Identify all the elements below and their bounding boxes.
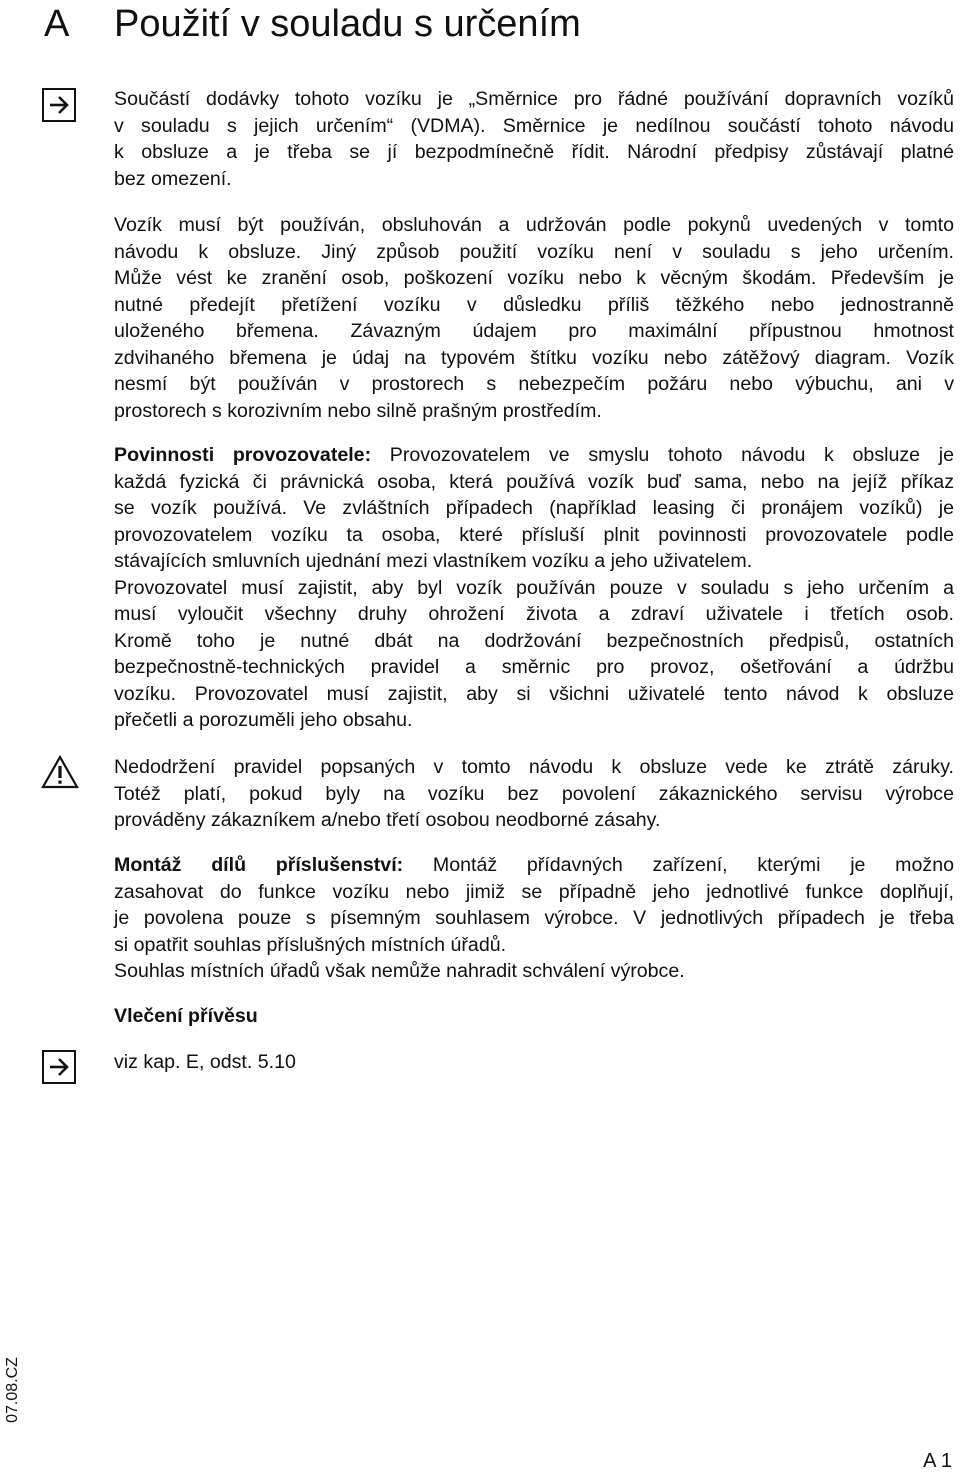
usage-line: nutné předejít přetížení vozíku v důsledku příliš těžkého nebo jednostranně <box>114 293 954 316</box>
usage-line: Vozík musí být používán, obsluhován a udržován podle pokynů uvedených v tomto <box>114 214 954 236</box>
operator-line: musí vyloučit všechny druhy ohrožení života a zdraví uživatele i třetích osob. <box>114 603 954 625</box>
accessories-paragraph <box>114 852 954 985</box>
operator-heading: Povinnosti provozovatele: <box>114 444 372 466</box>
operator-line: Kromě toho je nutné dbát na dodržování bezpečnostních předpisů, ostatních <box>114 629 954 652</box>
accessories-line: zasahovat do funkce vozíku nebo jimiž se případně jeho jednotlivé funkce doplňují, <box>114 880 954 903</box>
chapter-title: Použití v souladu s určením <box>114 3 581 45</box>
towing-reference: viz kap. E, odst. 5.10 <box>114 1051 296 1073</box>
operator-paragraph <box>114 442 954 734</box>
accessories-first-line-text: Montáž přídavných zařízení, kterými je možno <box>403 854 954 876</box>
usage-line: uloženého břemena. Závazným údajem pro maximální přípustnou hmotnost <box>114 320 954 342</box>
usage-line: Může vést ke zranění osob, poškození vozíku nebo k věcným škodám. Především je <box>114 267 954 289</box>
operator-line: přečetli a porozuměli jeho obsahu. <box>114 709 413 731</box>
chapter-letter: A <box>44 3 70 45</box>
usage-line: nesmí být používán v prostorech s nebezpečím požáru nebo výbuchu, ani v <box>114 373 954 395</box>
accessories-first-line <box>114 852 954 879</box>
warranty-line: Totéž platí, pokud byly na vozíku bez povolení zákaznického servisu výrobce <box>114 782 954 805</box>
intro-paragraph <box>114 86 954 192</box>
accessories-line: si opatřit souhlas příslušných místních úřadů. <box>114 933 507 956</box>
usage-line: návodu k obsluze. Jiný způsob použití vozíku není v souladu s jeho určením. <box>114 240 954 263</box>
operator-line: se vozík používá. Ve zvláštních případech (například leasing či pronájem vozíků) je <box>114 497 954 519</box>
page-number: A 1 <box>923 1450 952 1472</box>
operator-first-line-text: Provozovatelem ve smyslu tohoto návodu k obsluze je <box>371 444 954 466</box>
doc-code <box>0 1350 26 1430</box>
intro-line: Součástí dodávky tohoto vozíku je „Směrnice pro řádné používání dopravních vozíků <box>114 88 954 110</box>
accessories-line: Souhlas místních úřadů však nemůže nahradit schválení výrobce. <box>114 960 685 982</box>
towing-heading: Vlečení přívěsu <box>114 1005 258 1027</box>
operator-line: vozíku. Provozovatel musí zajistit, aby si všichni uživatelé tento návod k obsluze <box>114 682 954 705</box>
arrow-right-box-icon <box>42 1050 76 1084</box>
operator-first-line <box>114 442 954 469</box>
accessories-line: je povolena pouze s písemným souhlasem výrobce. V jednotlivých případech je třeba <box>114 907 954 929</box>
intro-line: bez omezení. <box>114 167 232 190</box>
intro-line: v souladu s jejich určením“ (VDMA). Směrnice je nedílnou součástí tohoto návodu <box>114 114 954 137</box>
warning-triangle-icon <box>40 754 80 790</box>
usage-line: prostorech s korozivním nebo silně prašným prostředím. <box>114 399 602 422</box>
doc-code-text: 07.08.CZ <box>4 1357 21 1423</box>
accessories-heading: Montáž dílů příslušenství: <box>114 854 404 876</box>
operator-line: provozovatelem vozíku ta osoba, které přísluší plnit povinnosti provozovatele podle <box>114 523 954 546</box>
warranty-line: Nedodržení pravidel popsaných v tomto návodu k obsluze vede ke ztrátě záruky. <box>114 756 954 778</box>
usage-line: zdvihaného břemena je údaj na typovém štítku vozíku nebo zátěžový diagram. Vozík <box>114 346 954 369</box>
intro-line: k obsluze a je třeba se jí bezpodmínečně řídit. Národní předpisy zůstávají platné <box>114 141 954 163</box>
operator-line: bezpečnostně-technických pravidel a směrnic pro provoz, ošetřování a údržbu <box>114 656 954 678</box>
usage-paragraph <box>114 212 954 424</box>
operator-line: stávajících smluvních ujednání mezi vlastníkem vozíku a jeho uživatelem. <box>114 550 753 572</box>
operator-line: každá fyzická či právnická osoba, která používá vozík buď sama, nebo na jejíž příkaz <box>114 470 954 493</box>
operator-line: Provozovatel musí zajistit, aby byl vozík používán pouze v souladu s jeho určením a <box>114 576 954 599</box>
arrow-right-box-icon <box>42 88 76 122</box>
warranty-line: prováděny zákazníkem a/nebo třetí osobou neodborné zásahy. <box>114 809 661 831</box>
warranty-paragraph <box>114 754 954 834</box>
